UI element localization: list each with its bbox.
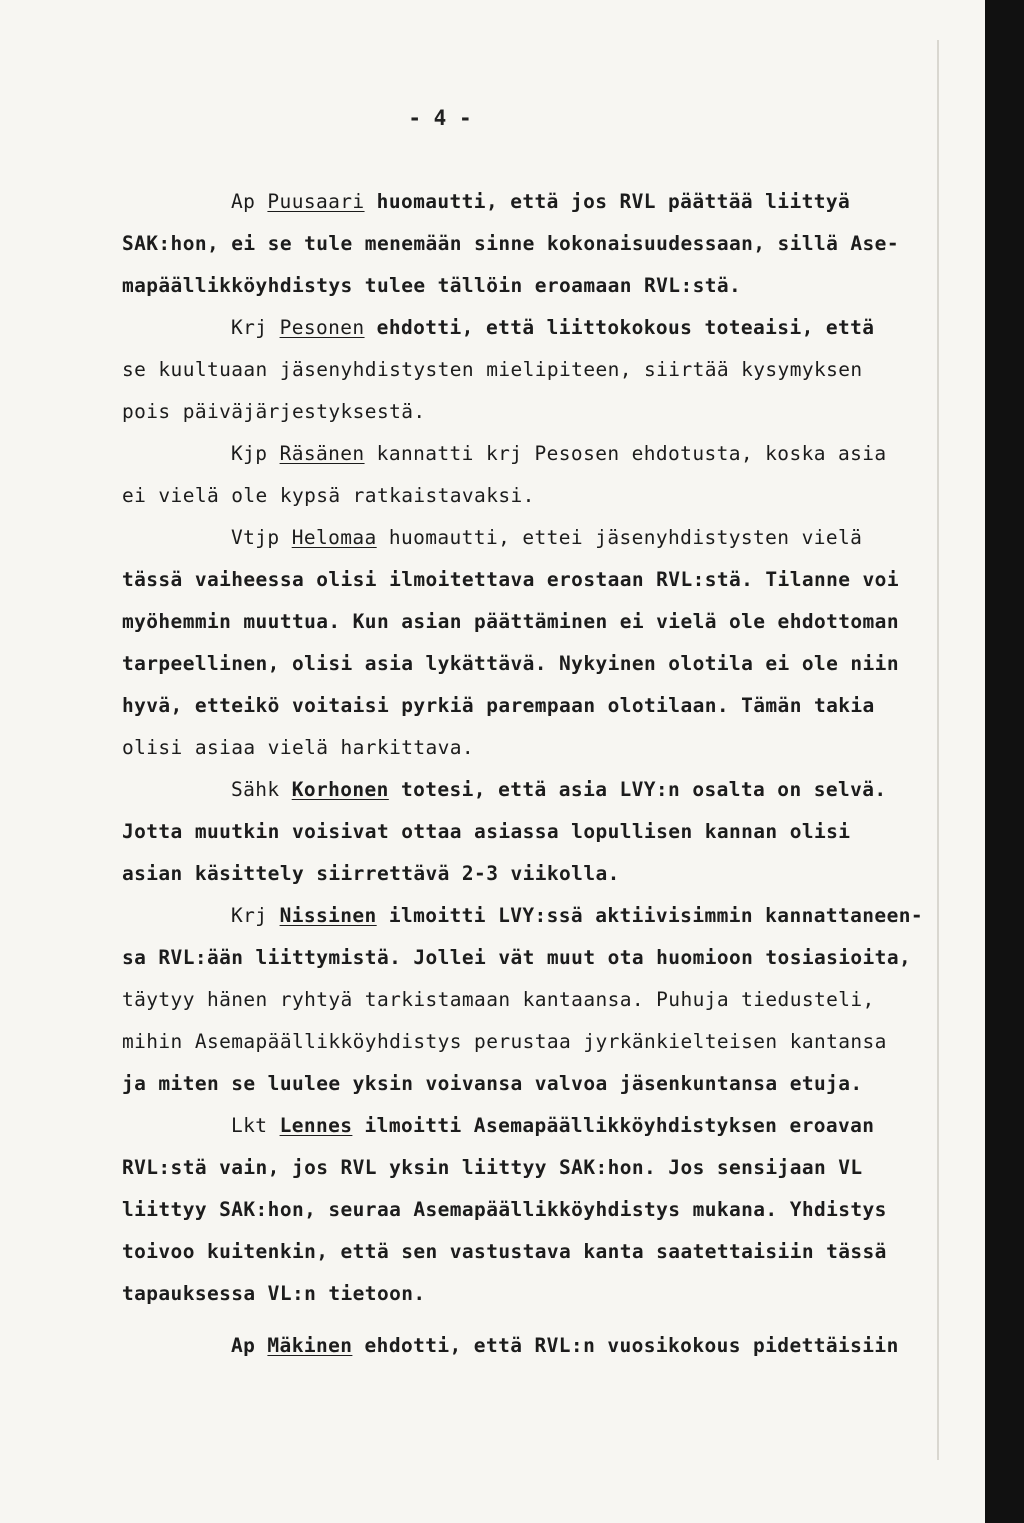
text-line: RVL:stä vain, jos RVL yksin liittyy SAK:hon. Jos sensijaan VL [122,1156,863,1179]
text-line: hyvä, etteikö voitaisi pyrkiä parempaan olotilaan. Tämän takia [122,694,875,717]
text-line: Vtjp Helomaa huomautti, ettei jäsenyhdistysten vielä [231,526,863,549]
text-line: Krj Pesonen ehdotti, että liittokokous toteaisi, että [231,316,875,339]
speaker-name: Nissinen [279,904,377,927]
text-line: sa RVL:ään liittymistä. Jollei vät muut ota huomioon tosiasioita, [122,946,912,969]
text-line: Jotta muutkin voisivat ottaa asiassa lopullisen kannan olisi [122,820,851,843]
text-line: Ap Mäkinen ehdotti, että RVL:n vuosikokous pidettäisiin [231,1334,899,1357]
text-line: Sähk Korhonen totesi, että asia LVY:n osalta on selvä. [231,778,887,801]
text-line: tarpeellinen, olisi asia lykättävä. Nykyinen olotila ei ole niin [122,652,899,675]
text-line: Krj Nissinen ilmoitti LVY:ssä aktiivisimmin kannattaneen- [231,904,923,927]
page-number: - 4 - [408,106,472,130]
text-line: myöhemmin muuttua. Kun asian päättäminen ei vielä ole ehdottoman [122,610,899,633]
text-line: mihin Asemapäällikköyhdistys perustaa jyrkänkielteisen kantansa [122,1030,887,1053]
speaker-name: Mäkinen [267,1334,353,1357]
text-line: olisi asiaa vielä harkittava. [122,736,475,759]
text-line: Ap Puusaari huomautti, että jos RVL päättää liittyä [231,190,851,213]
text-line: SAK:hon, ei se tule menemään sinne kokonaisuudessaan, sillä Ase- [122,232,899,255]
speaker-name: Helomaa [291,526,377,549]
text-line: asian käsittely siirrettävä 2-3 viikolla. [122,862,620,885]
text-line: Kjp Räsänen kannatti krj Pesosen ehdotusta, koska asia [231,442,887,465]
text-line: ja miten se luulee yksin voivansa valvoa jäsenkuntansa etuja. [122,1072,863,1095]
speaker-name: Puusaari [267,190,365,213]
text-line: Lkt Lennes ilmoitti Asemapäällikköyhdistyksen eroavan [231,1114,875,1137]
text-line: toivoo kuitenkin, että sen vastustava kanta saatettaisiin tässä [122,1240,887,1263]
speaker-name: Pesonen [279,316,365,339]
text-line: se kuultuaan jäsenyhdistysten mielipiteen, siirtää kysymyksen [122,358,863,381]
text-line: täytyy hänen ryhtyä tarkistamaan kantaansa. Puhuja tiedusteli, [122,988,875,1011]
scan-border [985,0,1024,1523]
text-line: tässä vaiheessa olisi ilmoitettava erostaan RVL:stä. Tilanne voi [122,568,899,591]
text-line: mapäällikköyhdistys tulee tällöin eroamaan RVL:stä. [122,274,742,297]
text-line: pois päiväjärjestyksestä. [122,400,426,423]
text-line: tapauksessa VL:n tietoon. [122,1282,426,1305]
speaker-name: Lennes [279,1114,353,1137]
text-line: ei vielä ole kypsä ratkaistavaksi. [122,484,535,507]
speaker-name: Räsänen [279,442,365,465]
text-line: liittyy SAK:hon, seuraa Asemapäällikköyhdistys mukana. Yhdistys [122,1198,887,1221]
speaker-name: Korhonen [291,778,389,801]
